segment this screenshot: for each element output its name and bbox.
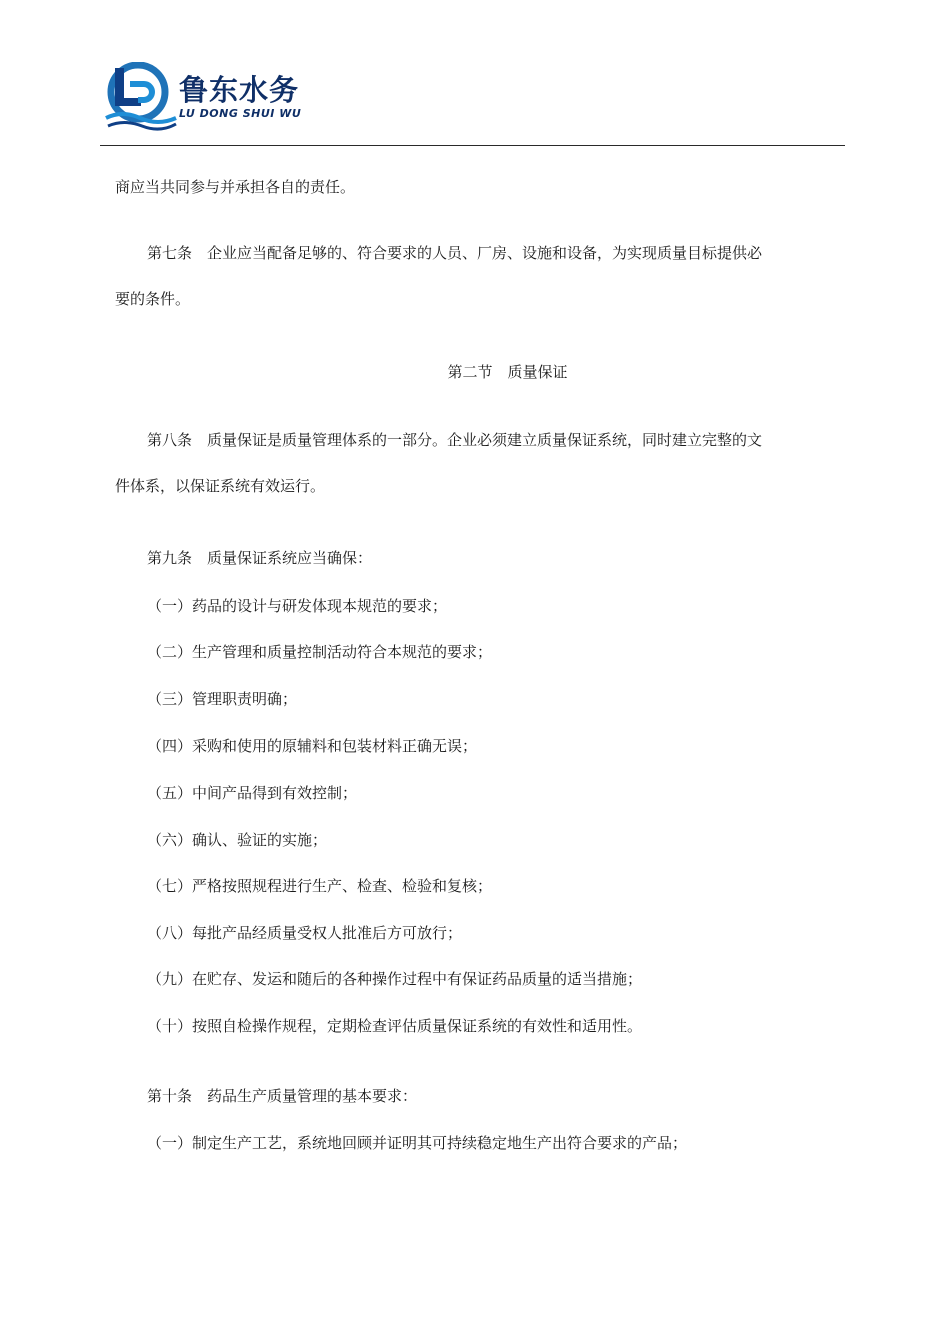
ludong-logo-icon (104, 62, 178, 134)
logo-english-name: LU DONG SHUI WU (179, 107, 302, 120)
page-header (0, 0, 950, 147)
section-heading: 第二节 质量保证 (447, 363, 568, 381)
list-item: （一）药品的设计与研发体现本规范的要求； (147, 597, 448, 615)
list-item: （六）确认、验证的实施； (147, 831, 328, 849)
article-9-heading: 第九条 质量保证系统应当确保： (147, 549, 373, 567)
list-item: （九）在贮存、发运和随后的各种操作过程中有保证药品质量的适当措施； (147, 970, 643, 988)
list-item: （八）每批产品经质量受权人批准后方可放行； (147, 924, 463, 942)
list-item: （一）制定生产工艺，系统地回顾并证明其可持续稳定地生产出符合要求的产品； (147, 1134, 688, 1152)
list-item: （三）管理职责明确； (147, 690, 298, 708)
header-divider (100, 145, 845, 146)
article-8-line: 第八条 质量保证是质量管理体系的一部分。企业必须建立质量保证系统，同时建立完整的文 (147, 431, 763, 449)
paragraph-line: 商应当共同参与并承担各自的责任。 (115, 178, 356, 196)
list-item: （七）严格按照规程进行生产、检查、检验和复核； (147, 877, 493, 895)
article-8-line: 件体系，以保证系统有效运行。 (115, 477, 326, 495)
company-logo (104, 62, 314, 134)
list-item: （四）采购和使用的原辅料和包装材料正确无误； (147, 737, 478, 755)
logo-chinese-name: 鲁东水务 (179, 73, 300, 107)
article-10-heading: 第十条 药品生产质量管理的基本要求： (147, 1087, 418, 1105)
list-item: （十）按照自检操作规程，定期检查评估质量保证系统的有效性和适用性。 (147, 1017, 643, 1035)
article-7-line: 要的条件。 (115, 290, 191, 308)
list-item: （二）生产管理和质量控制活动符合本规范的要求； (147, 643, 493, 661)
list-item: （五）中间产品得到有效控制； (147, 784, 358, 802)
article-7-line: 第七条 企业应当配备足够的、符合要求的人员、厂房、设施和设备，为实现质量目标提供必 (147, 244, 763, 262)
